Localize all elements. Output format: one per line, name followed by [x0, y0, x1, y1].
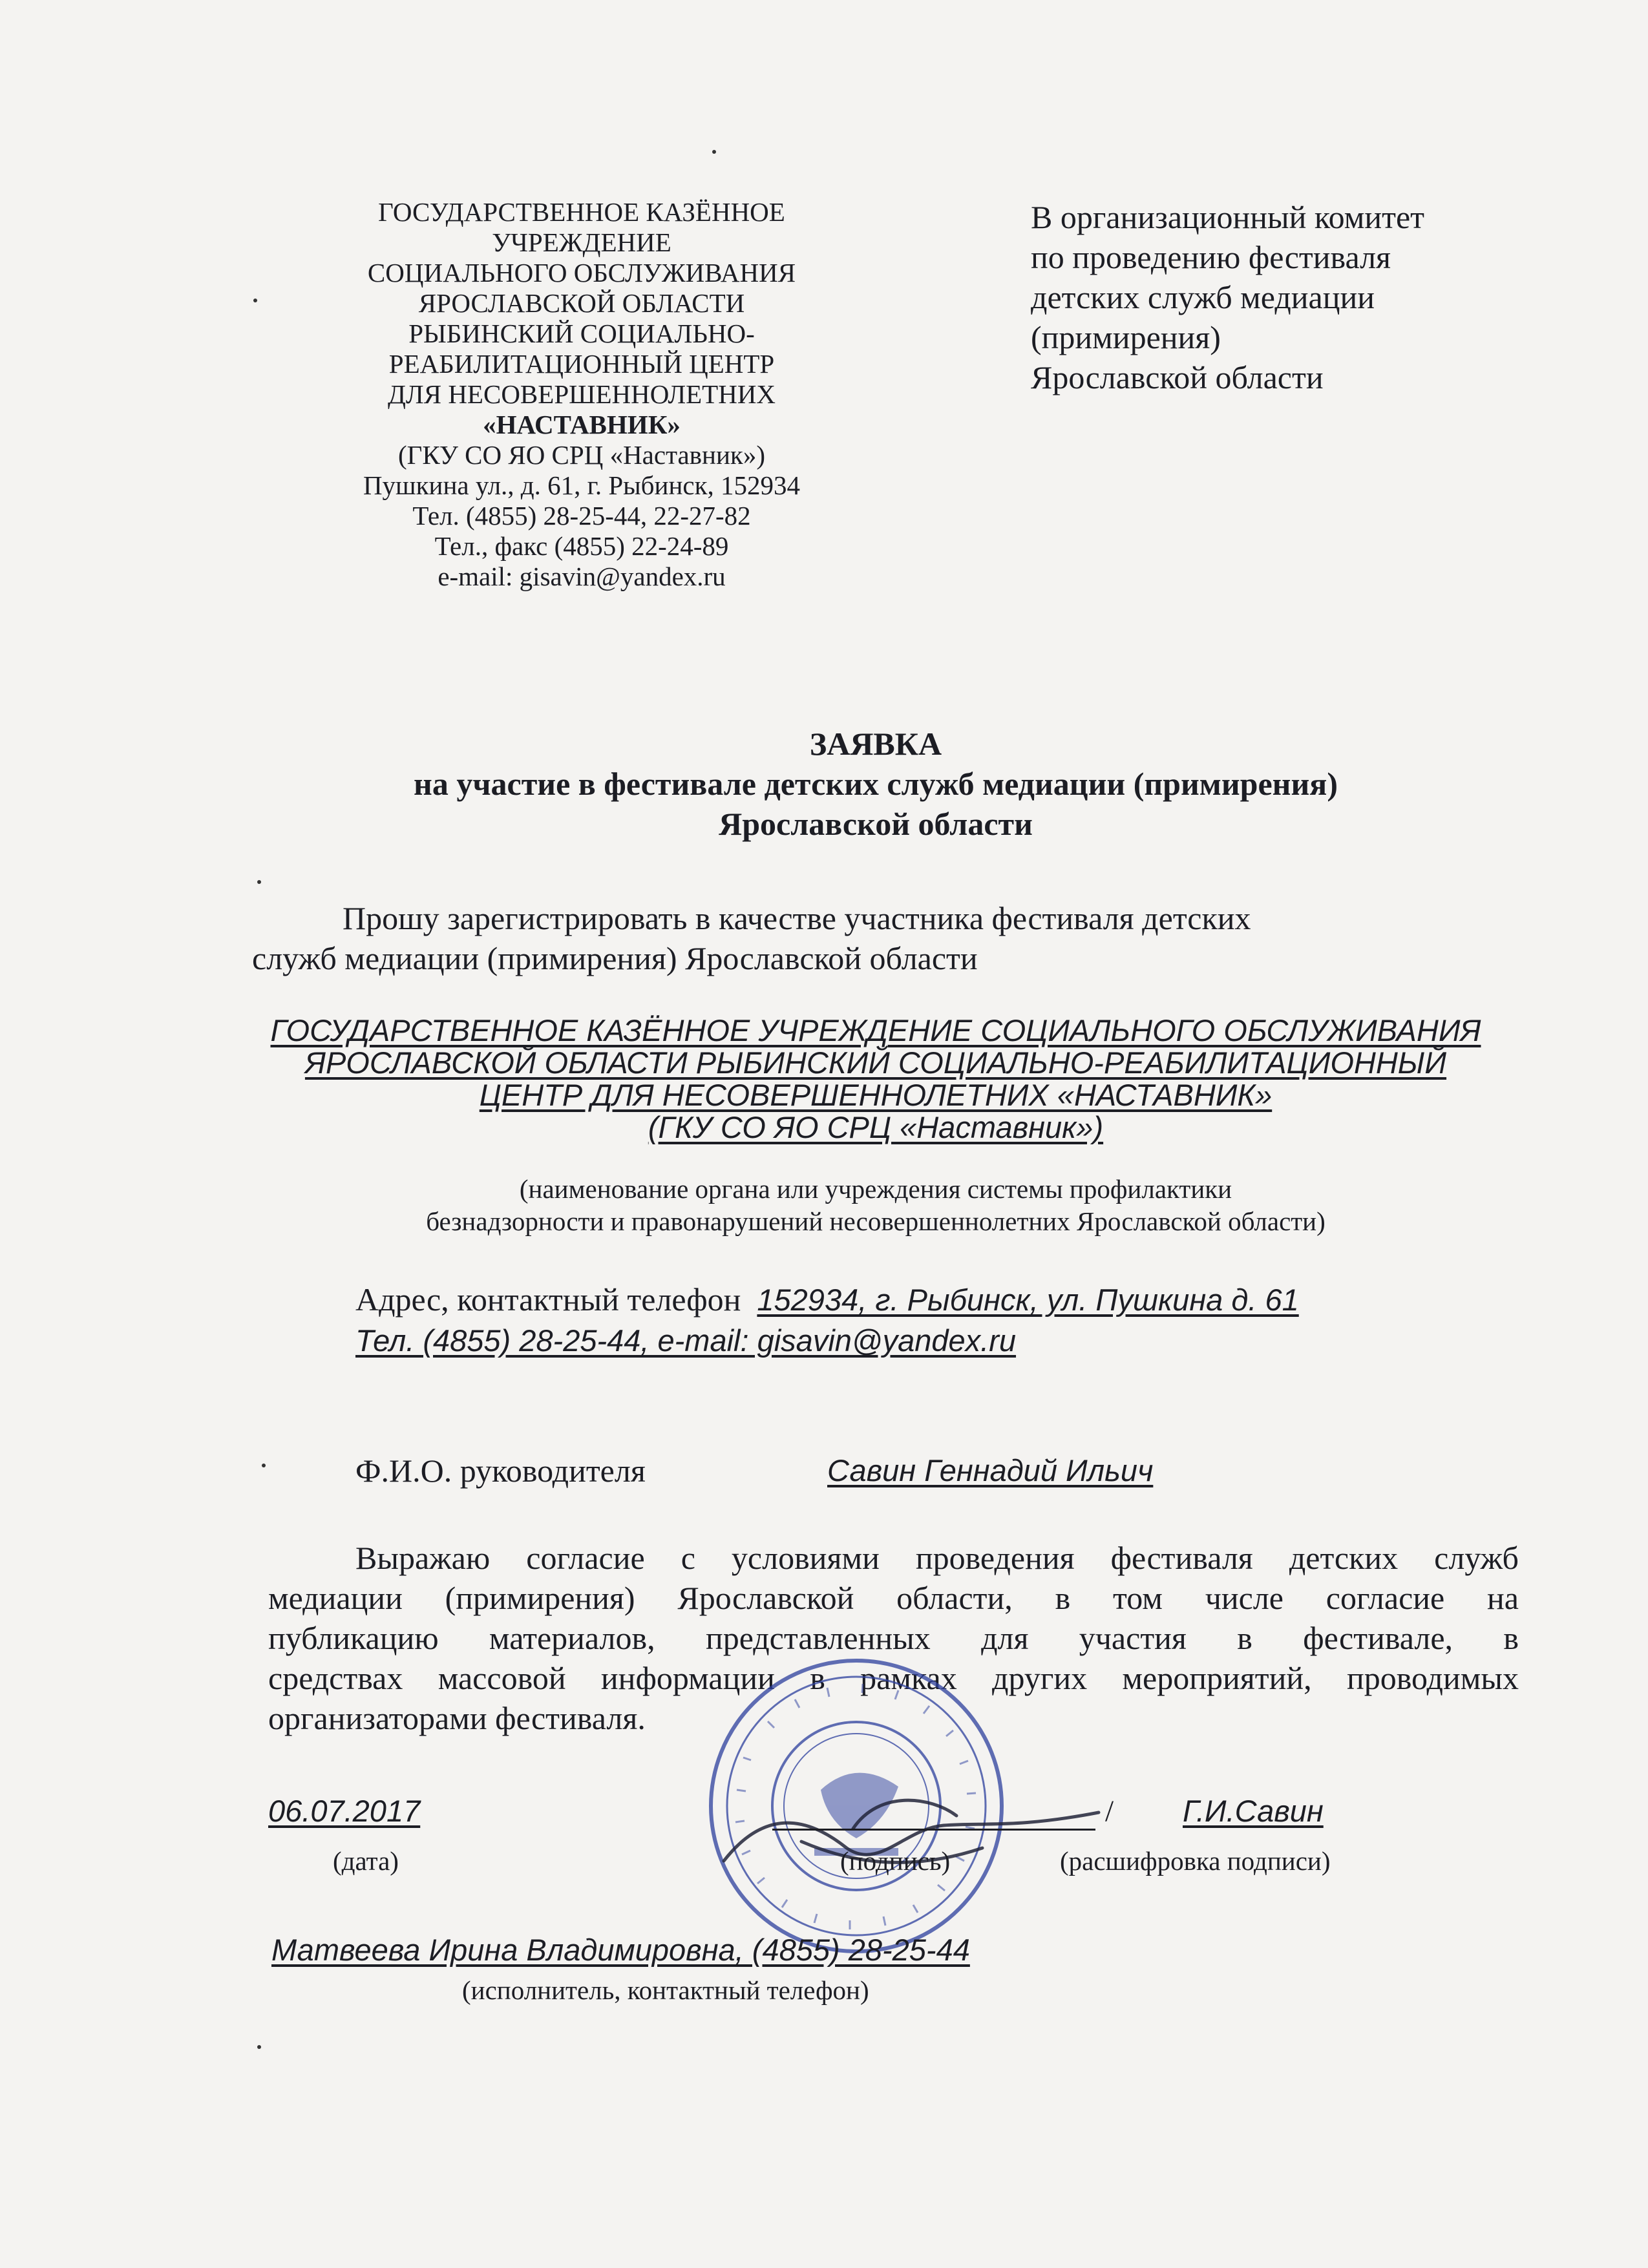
organization-caption — [233, 1173, 1519, 1237]
scan-speck — [712, 150, 716, 154]
date-caption: (дата) — [333, 1846, 399, 1876]
signature-caption: (подпись) — [840, 1846, 951, 1876]
title-heading: ЗАЯВКА — [809, 726, 942, 762]
caption-line: (наименование органа или учреждения системы профилактики — [519, 1174, 1232, 1204]
date-value: 06.07.2017 — [268, 1794, 421, 1828]
signature-decode-caption: (расшифровка подписи) — [1060, 1846, 1331, 1876]
letterhead-address: Пушкина ул., д. 61, г. Рыбинск, 152934 — [363, 470, 801, 500]
consent-line: средствах массовой информации в рамках других мероприятий, проводимых — [268, 1660, 1519, 1696]
consent-line: медиации (примирения) Ярославской области, в том числе согласие на — [268, 1580, 1519, 1616]
request-paragraph — [252, 898, 1480, 978]
executor-value: Матвеева Ирина Владимировна, (4855) 28-25-44 — [271, 1933, 970, 1967]
consent-line: организаторами фестиваля. — [268, 1700, 646, 1736]
contact-row — [355, 1320, 1551, 1361]
address-section — [355, 1279, 1551, 1361]
signature-slash: / — [1105, 1794, 1114, 1828]
caption-line: безнадзорности и правонарушений несовершеннолетних Ярославской области) — [426, 1206, 1326, 1236]
letterhead-short-name: (ГКУ СО ЯО СРЦ «Наставник») — [397, 440, 765, 470]
organization-line-text: ЯРОСЛАВСКОЙ ОБЛАСТИ РЫБИНСКИЙ СОЦИАЛЬНО-РЕАБИЛИТАЦИОННЫЙ — [304, 1045, 1447, 1080]
addressee-block — [1031, 197, 1548, 397]
letterhead-line: РЕАБИЛИТАЦИОННЫЙ ЦЕНТР — [388, 349, 775, 379]
letterhead-fax: Тел., факс (4855) 22-24-89 — [434, 531, 729, 561]
signature-decode-value: Г.И.Савин — [1183, 1794, 1324, 1828]
address-value: 152934, г. Рыбинск, ул. Пушкина д. 61 — [757, 1283, 1299, 1317]
consent-line: Выражаю согласие с условиями проведения фестиваля детских служб — [355, 1540, 1519, 1576]
signature-line — [772, 1829, 1095, 1831]
organization-line — [233, 1079, 1519, 1111]
addressee-line: детских служб медиации — [1031, 279, 1375, 315]
addressee-line: Ярославской области — [1031, 359, 1324, 395]
scan-speck — [262, 1464, 266, 1467]
scan-speck — [253, 299, 257, 302]
address-label: Адрес, контактный телефон — [355, 1281, 741, 1318]
document-title — [246, 724, 1506, 844]
executor-caption: (исполнитель, контактный телефон) — [462, 1975, 869, 2005]
title-region: Ярославской области — [719, 806, 1033, 842]
head-label: Ф.И.О. руководителя — [355, 1453, 646, 1489]
letterhead-line: РЫБИНСКИЙ СОЦИАЛЬНО- — [408, 319, 755, 348]
letterhead-org-name: «НАСТАВНИК» — [483, 410, 681, 439]
letterhead — [259, 197, 905, 592]
head-name-value: Савин Геннадий Ильич — [827, 1453, 1154, 1487]
request-line: Прошу зарегистрировать в качестве участника фестиваля детских — [343, 900, 1251, 936]
request-line: служб медиации (примирения) Ярославской области — [252, 940, 978, 976]
organization-line — [233, 1047, 1519, 1079]
letterhead-phone: Тел. (4855) 28-25-44, 22-27-82 — [412, 501, 751, 530]
address-row — [355, 1279, 1551, 1320]
letterhead-email: e-mail: gisavin@yandex.ru — [438, 562, 726, 591]
organization-line-text: ЦЕНТР ДЛЯ НЕСОВЕРШЕННОЛЕТНИХ «НАСТАВНИК» — [479, 1078, 1273, 1112]
addressee-line: В организационный комитет — [1031, 199, 1424, 235]
scan-speck — [257, 2045, 261, 2049]
organization-name — [233, 1014, 1519, 1144]
letterhead-line: ЯРОСЛАВСКОЙ ОБЛАСТИ — [418, 288, 745, 318]
organization-line — [233, 1111, 1519, 1144]
addressee-line: (примирения) — [1031, 319, 1221, 355]
letterhead-line: ДЛЯ НЕСОВЕРШЕННОЛЕТНИХ — [387, 379, 776, 409]
letterhead-line: УЧРЕЖДЕНИЕ — [492, 227, 671, 257]
organization-line-text: (ГКУ СО ЯО СРЦ «Наставник») — [648, 1110, 1104, 1144]
organization-line-text: ГОСУДАРСТВЕННОЕ КАЗЁННОЕ УЧРЕЖДЕНИЕ СОЦИАЛЬНОГО ОБСЛУЖИВАНИЯ — [270, 1013, 1481, 1047]
letterhead-line: ГОСУДАРСТВЕННОЕ КАЗЁННОЕ — [378, 197, 785, 227]
contact-value: Тел. (4855) 28-25-44, e-mail: gisavin@yandex.ru — [355, 1323, 1017, 1358]
letterhead-line: СОЦИАЛЬНОГО ОБСЛУЖИВАНИЯ — [367, 258, 796, 288]
consent-line: публикацию материалов, представленных для участия в фестивале, в — [268, 1620, 1519, 1656]
organization-line — [233, 1014, 1519, 1047]
scan-speck — [257, 880, 261, 884]
title-subtitle: на участие в фестивале детских служб медиации (примирения) — [414, 766, 1338, 802]
addressee-line: по проведению фестиваля — [1031, 239, 1391, 275]
